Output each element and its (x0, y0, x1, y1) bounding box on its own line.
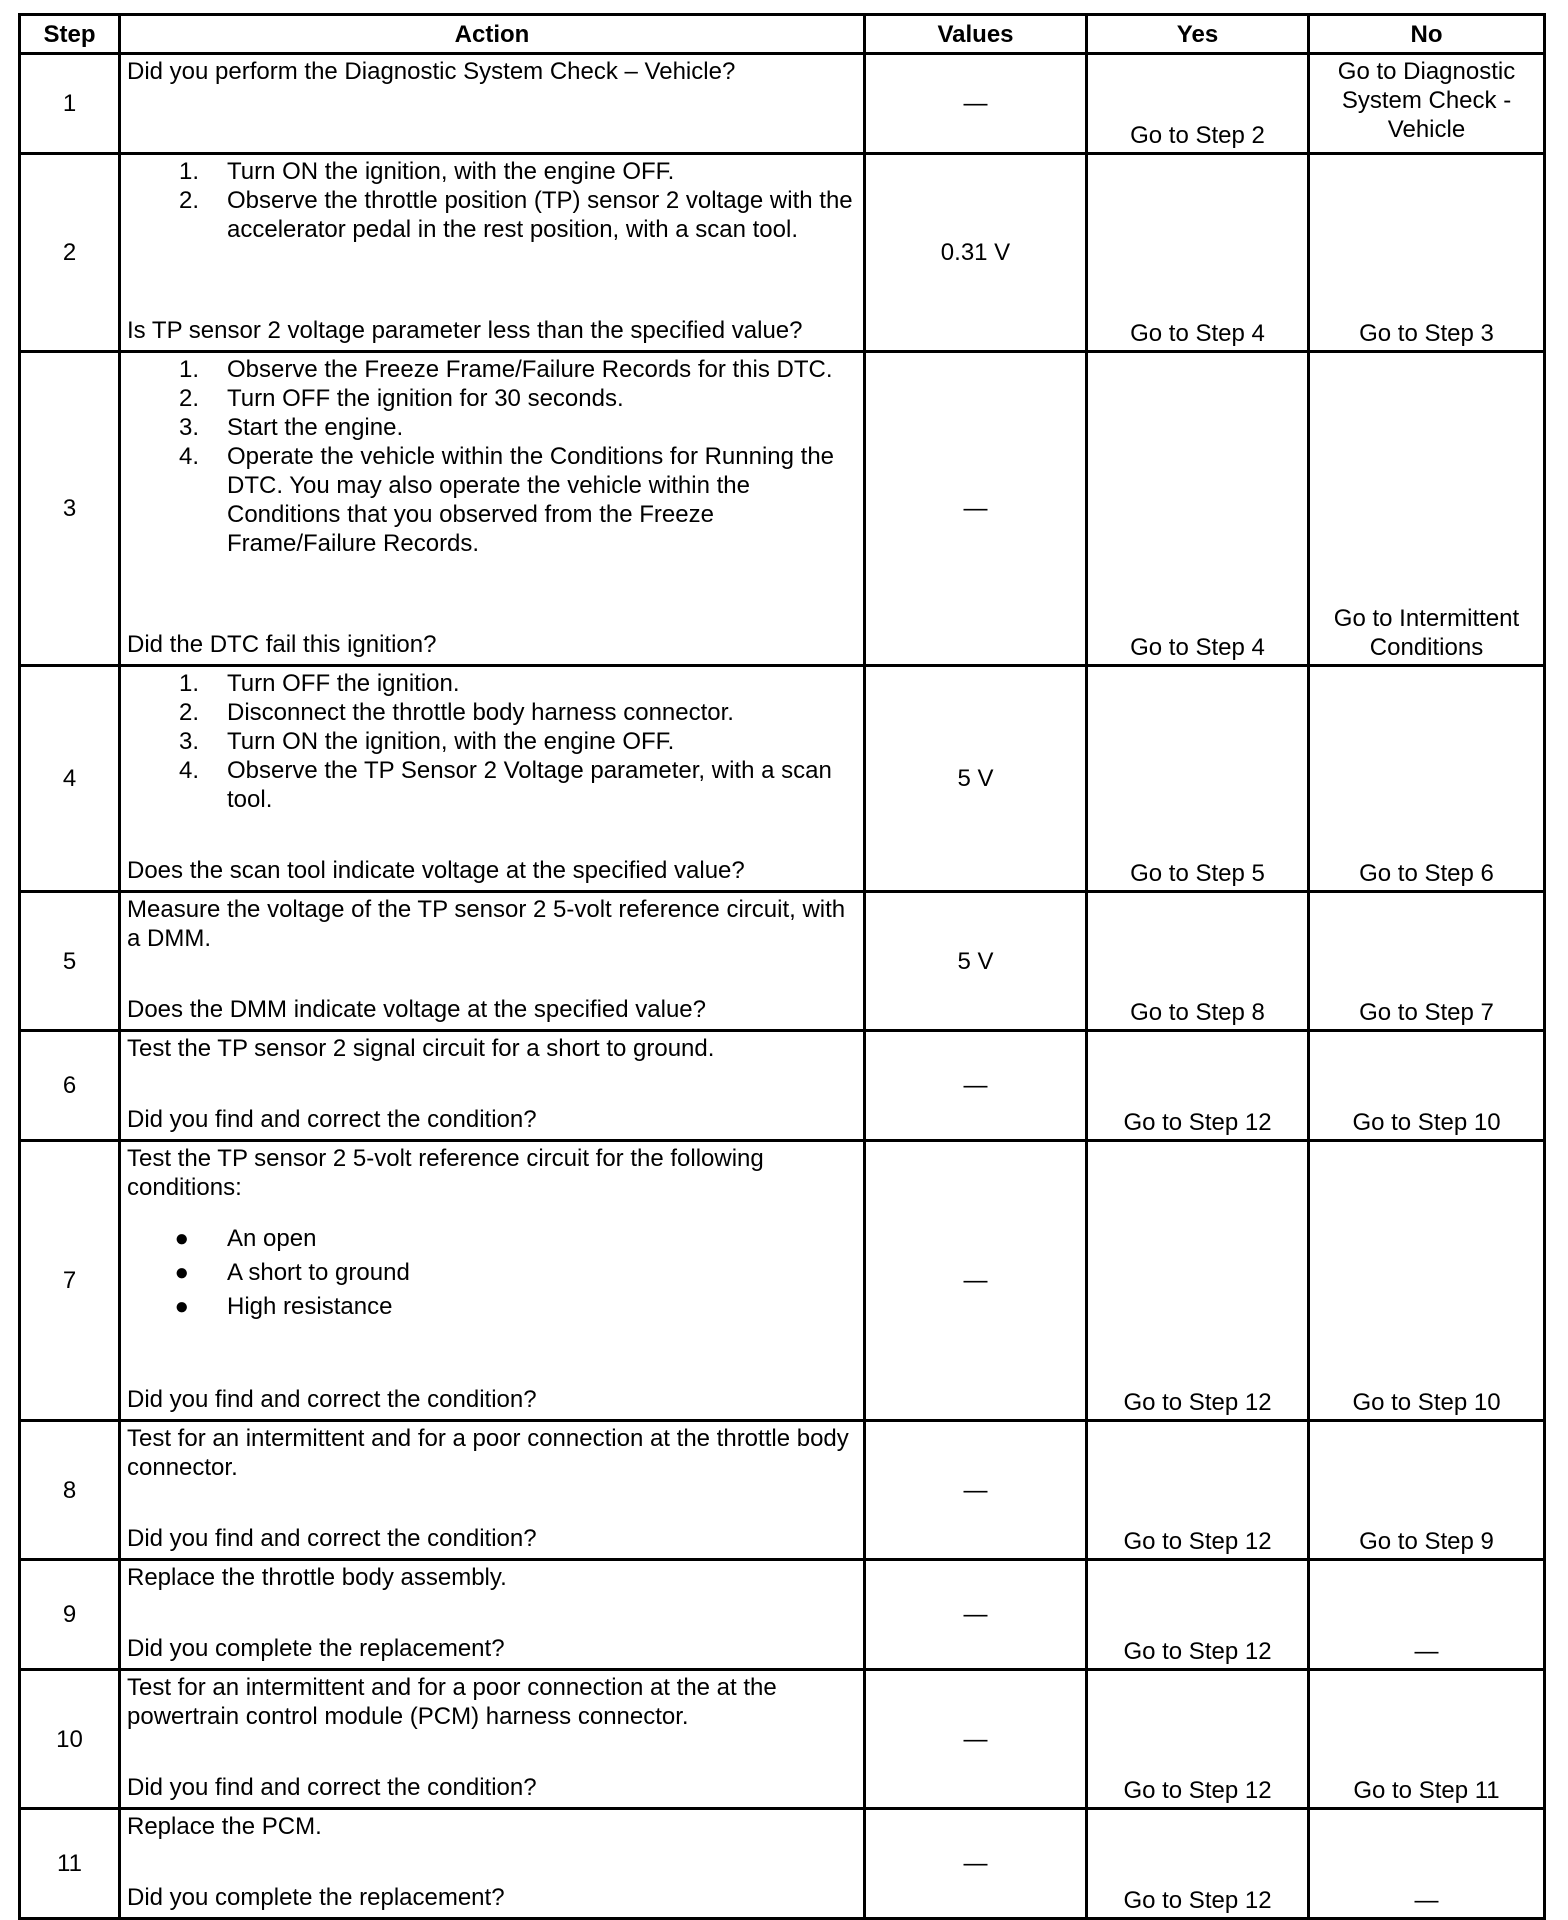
table-row (20, 1031, 1545, 1141)
table-row (20, 1141, 1545, 1421)
action-steps (127, 355, 857, 558)
no-cell: Go to Step 9 (1309, 1421, 1545, 1560)
no-cell: Go to Step 7 (1309, 892, 1545, 1031)
value-cell: 5 V (865, 892, 1087, 1031)
yes-cell: Go to Step 12 (1087, 1141, 1309, 1421)
value-cell: 5 V (865, 666, 1087, 892)
table-row (20, 892, 1545, 1031)
table-row (20, 1421, 1545, 1560)
list-item: ● High resistance (174, 1293, 393, 1320)
yes-cell: Go to Step 2 (1087, 54, 1309, 154)
step-number: 8 (20, 1421, 120, 1560)
action-cell (120, 1560, 865, 1670)
action-cell (120, 1141, 865, 1421)
value-cell: — (865, 54, 1087, 154)
step-number: 5 (20, 892, 120, 1031)
yes-cell: Go to Step 4 (1087, 154, 1309, 352)
header-action: Action (120, 15, 865, 54)
action-cell (120, 54, 865, 154)
no-cell: Go to Step 11 (1309, 1670, 1545, 1809)
header-no: No (1309, 15, 1545, 54)
table-row (20, 1670, 1545, 1809)
action-cell (120, 892, 865, 1031)
yes-cell: Go to Step 12 (1087, 1670, 1309, 1809)
action-cell (120, 1031, 865, 1141)
action-question: Did you find and correct the condition? (127, 1525, 537, 1552)
action-cell (120, 352, 865, 666)
value-cell: — (865, 1560, 1087, 1670)
header-yes: Yes (1087, 15, 1309, 54)
no-cell: — (1309, 1560, 1545, 1670)
list-item: 3. Turn ON the ignition, with the engine OFF. (178, 728, 675, 755)
yes-cell: Go to Step 12 (1087, 1031, 1309, 1141)
yes-cell: Go to Step 4 (1087, 352, 1309, 666)
action-text: Replace the throttle body assembly. (127, 1564, 507, 1591)
action-question: Does the scan tool indicate voltage at the specified value? (127, 857, 745, 884)
action-question: Did you find and correct the condition? (127, 1774, 537, 1801)
action-cell (120, 1670, 865, 1809)
value-cell: 0.31 V (865, 154, 1087, 352)
list-item: ● A short to ground (174, 1259, 410, 1286)
step-number: 4 (20, 666, 120, 892)
step-number: 7 (20, 1141, 120, 1421)
header-values: Values (865, 15, 1087, 54)
action-steps (127, 669, 857, 814)
no-cell: Go to Intermittent Conditions (1309, 352, 1545, 666)
action-cell (120, 1809, 865, 1919)
no-cell: Go to Step 10 (1309, 1031, 1545, 1141)
step-number: 3 (20, 352, 120, 666)
action-text: Test for an intermittent and for a poor connection at the at the powertrain control module (PCM) harness connector. (127, 1674, 777, 1730)
table-row (20, 1809, 1545, 1919)
yes-cell: Go to Step 12 (1087, 1560, 1309, 1670)
action-question: Did you complete the replacement? (127, 1884, 505, 1911)
value-cell: — (865, 1421, 1087, 1560)
step-number: 11 (20, 1809, 120, 1919)
action-text: Did you perform the Diagnostic System Check – Vehicle? (127, 58, 736, 85)
table-row (20, 154, 1545, 352)
list-item: 1. Observe the Freeze Frame/Failure Records for this DTC. (178, 356, 833, 383)
yes-cell: Go to Step 12 (1087, 1421, 1309, 1560)
list-item: 4. Operate the vehicle within the Conditions for Running the DTC. You may also operate the vehicle within the Conditions that you observed from the Freeze Frame/Failure Records. (178, 443, 835, 557)
yes-cell: Go to Step 5 (1087, 666, 1309, 892)
yes-cell: Go to Step 12 (1087, 1809, 1309, 1919)
list-item: 3. Start the engine. (178, 414, 404, 441)
value-cell: — (865, 1809, 1087, 1919)
action-question: Did you find and correct the condition? (127, 1386, 537, 1413)
action-question: Does the DMM indicate voltage at the specified value? (127, 996, 706, 1023)
value-cell: — (865, 352, 1087, 666)
no-cell: Go to Step 10 (1309, 1141, 1545, 1421)
yes-cell: Go to Step 8 (1087, 892, 1309, 1031)
action-steps (127, 157, 857, 244)
action-cell (120, 666, 865, 892)
action-question: Did the DTC fail this ignition? (127, 631, 437, 658)
list-item: 4. Observe the TP Sensor 2 Voltage parameter, with a scan tool. (178, 757, 832, 813)
action-text: Test the TP sensor 2 signal circuit for a short to ground. (127, 1035, 715, 1062)
table-row (20, 1560, 1545, 1670)
value-cell: — (865, 1670, 1087, 1809)
list-item: 2. Disconnect the throttle body harness connector. (178, 699, 734, 726)
list-item: 1. Turn ON the ignition, with the engine OFF. (178, 158, 675, 185)
step-number: 1 (20, 54, 120, 154)
table-row (20, 54, 1545, 154)
list-item: ● An open (174, 1225, 317, 1252)
no-cell: Go to Step 6 (1309, 666, 1545, 892)
list-item: 2. Observe the throttle position (TP) sensor 2 voltage with the accelerator pedal in the rest position, with a scan tool. (178, 187, 853, 243)
diagnostic-table (18, 13, 1546, 1920)
step-number: 10 (20, 1670, 120, 1809)
value-cell: — (865, 1141, 1087, 1421)
list-item: 1. Turn OFF the ignition. (178, 670, 460, 697)
list-item: 2. Turn OFF the ignition for 30 seconds. (178, 385, 624, 412)
action-question: Did you complete the replacement? (127, 1635, 505, 1662)
action-text: Test for an intermittent and for a poor connection at the throttle body connector. (127, 1425, 849, 1481)
no-cell: Go to Diagnostic System Check - Vehicle (1309, 54, 1545, 154)
step-number: 6 (20, 1031, 120, 1141)
step-number: 9 (20, 1560, 120, 1670)
action-cell (120, 1421, 865, 1560)
header-row (20, 15, 1545, 54)
condition-list (127, 1222, 857, 1324)
action-text: Measure the voltage of the TP sensor 2 5-volt reference circuit, with a DMM. (127, 896, 846, 952)
no-cell: Go to Step 3 (1309, 154, 1545, 352)
header-step: Step (20, 15, 120, 54)
table-row (20, 352, 1545, 666)
value-cell: — (865, 1031, 1087, 1141)
no-cell: — (1309, 1809, 1545, 1919)
step-number: 2 (20, 154, 120, 352)
action-text: Replace the PCM. (127, 1813, 322, 1840)
action-question: Did you find and correct the condition? (127, 1106, 537, 1133)
table-row (20, 666, 1545, 892)
action-question: Is TP sensor 2 voltage parameter less than the specified value? (127, 317, 803, 344)
action-text: Test the TP sensor 2 5-volt reference circuit for the following conditions: (127, 1145, 764, 1201)
action-cell (120, 154, 865, 352)
